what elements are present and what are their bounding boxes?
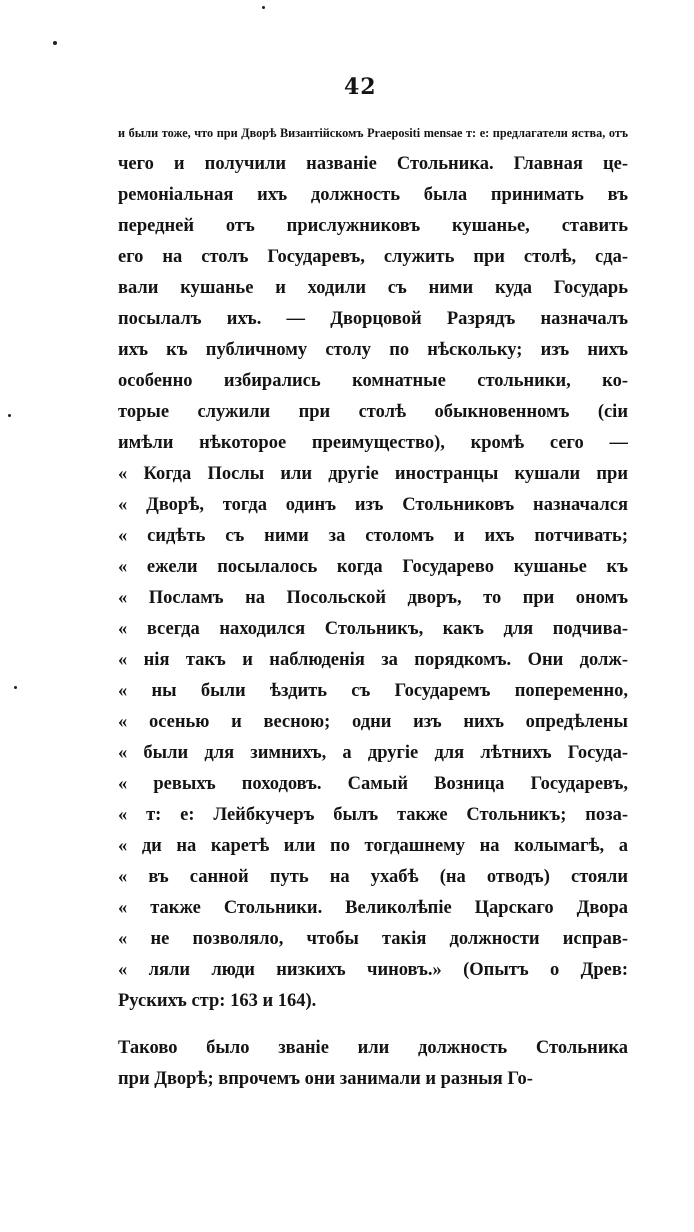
- text-line: ремоніальная ихъ должность была принимать въ: [118, 185, 628, 205]
- text-line: « Посламъ на Посольской дворъ, то при ономъ: [118, 588, 628, 608]
- text-line: особенно избирались комнатные стольники, ко-: [118, 371, 628, 391]
- text-line: « не позволяло, чтобы такія должности исправ-: [118, 929, 628, 949]
- text-line: « всегда находился Стольникъ, какъ для подчива-: [118, 619, 628, 639]
- text-line: « въ санной путь на ухабѣ (на отводъ) стояли: [118, 867, 628, 887]
- text-line: « ежели посылалось когда Государево кушанье къ: [118, 557, 628, 577]
- paragraph-1: [118, 118, 628, 1017]
- text-line: « нія такъ и наблюденія за порядкомъ. Они долж-: [118, 650, 628, 670]
- paragraph-gap: [118, 1017, 628, 1033]
- text-line: торые служили при столѣ обыкновенномъ (сіи: [118, 402, 628, 422]
- text-line: « осенью и весною; одни изъ нихъ опредѣлены: [118, 712, 628, 732]
- text-line: посылалъ ихъ. — Дворцовой Разрядъ назначалъ: [118, 309, 628, 329]
- text-line: ихъ къ публичному столу по нѣскольку; изъ нихъ: [118, 340, 628, 360]
- text-line: чего и получили названіе Стольника. Главная це-: [118, 154, 628, 174]
- text-line: « т: е: Лейбкучеръ былъ также Стольникъ; поза-: [118, 805, 628, 825]
- text-line: « были для зимнихъ, а другіе для лѣтнихъ Госуда-: [118, 743, 628, 763]
- ink-speck: [262, 6, 265, 9]
- text-line: « сидѣть съ ними за столомъ и ихъ потчивать;: [118, 526, 628, 546]
- ink-speck: [53, 41, 57, 45]
- text-line: передней отъ прислужниковъ кушанье, ставить: [118, 216, 628, 236]
- ink-speck: [8, 414, 11, 417]
- text-line: « ны были ѣздить съ Государемъ попеременно,: [118, 681, 628, 701]
- text-line: Таково было званіе или должность Стольника: [118, 1038, 628, 1058]
- text-line: его на столъ Государевъ, служить при столѣ, сда-: [118, 247, 628, 267]
- text-line: при Дворѣ; впрочемъ они занимали и разныя Го-: [118, 1069, 533, 1089]
- text-line: Рускихъ стр: 163 и 164).: [118, 991, 317, 1011]
- text-line: « ди на каретѣ или по тогдашнему на колымагѣ, а: [118, 836, 628, 856]
- text-line: « ревыхъ походовъ. Самый Возница Государевъ,: [118, 774, 628, 794]
- text-line: вали кушанье и ходили съ ними куда Государь: [118, 278, 628, 298]
- ink-speck: [14, 686, 17, 689]
- text-line: « также Стольники. Великолѣпіе Царскаго Двора: [118, 898, 628, 918]
- text-line: « Когда Послы или другіе иностранцы кушали при: [118, 464, 628, 484]
- body-text: [118, 118, 628, 1095]
- text-line: « ляли люди низкихъ чиновъ.» (Опытъ о Древ:: [118, 960, 628, 980]
- text-line: имѣли нѣкоторое преимущество), кромѣ сего —: [118, 433, 628, 453]
- page-number: 42: [344, 74, 377, 100]
- paragraph-2: [118, 1033, 628, 1095]
- text-line: « Дворѣ, тогда одинъ изъ Стольниковъ назначался: [118, 495, 628, 515]
- text-line: и были тоже, что при Дворѣ Византійскомъ Praepositi mensae т: е: предлагатели яства, отъ: [118, 126, 628, 140]
